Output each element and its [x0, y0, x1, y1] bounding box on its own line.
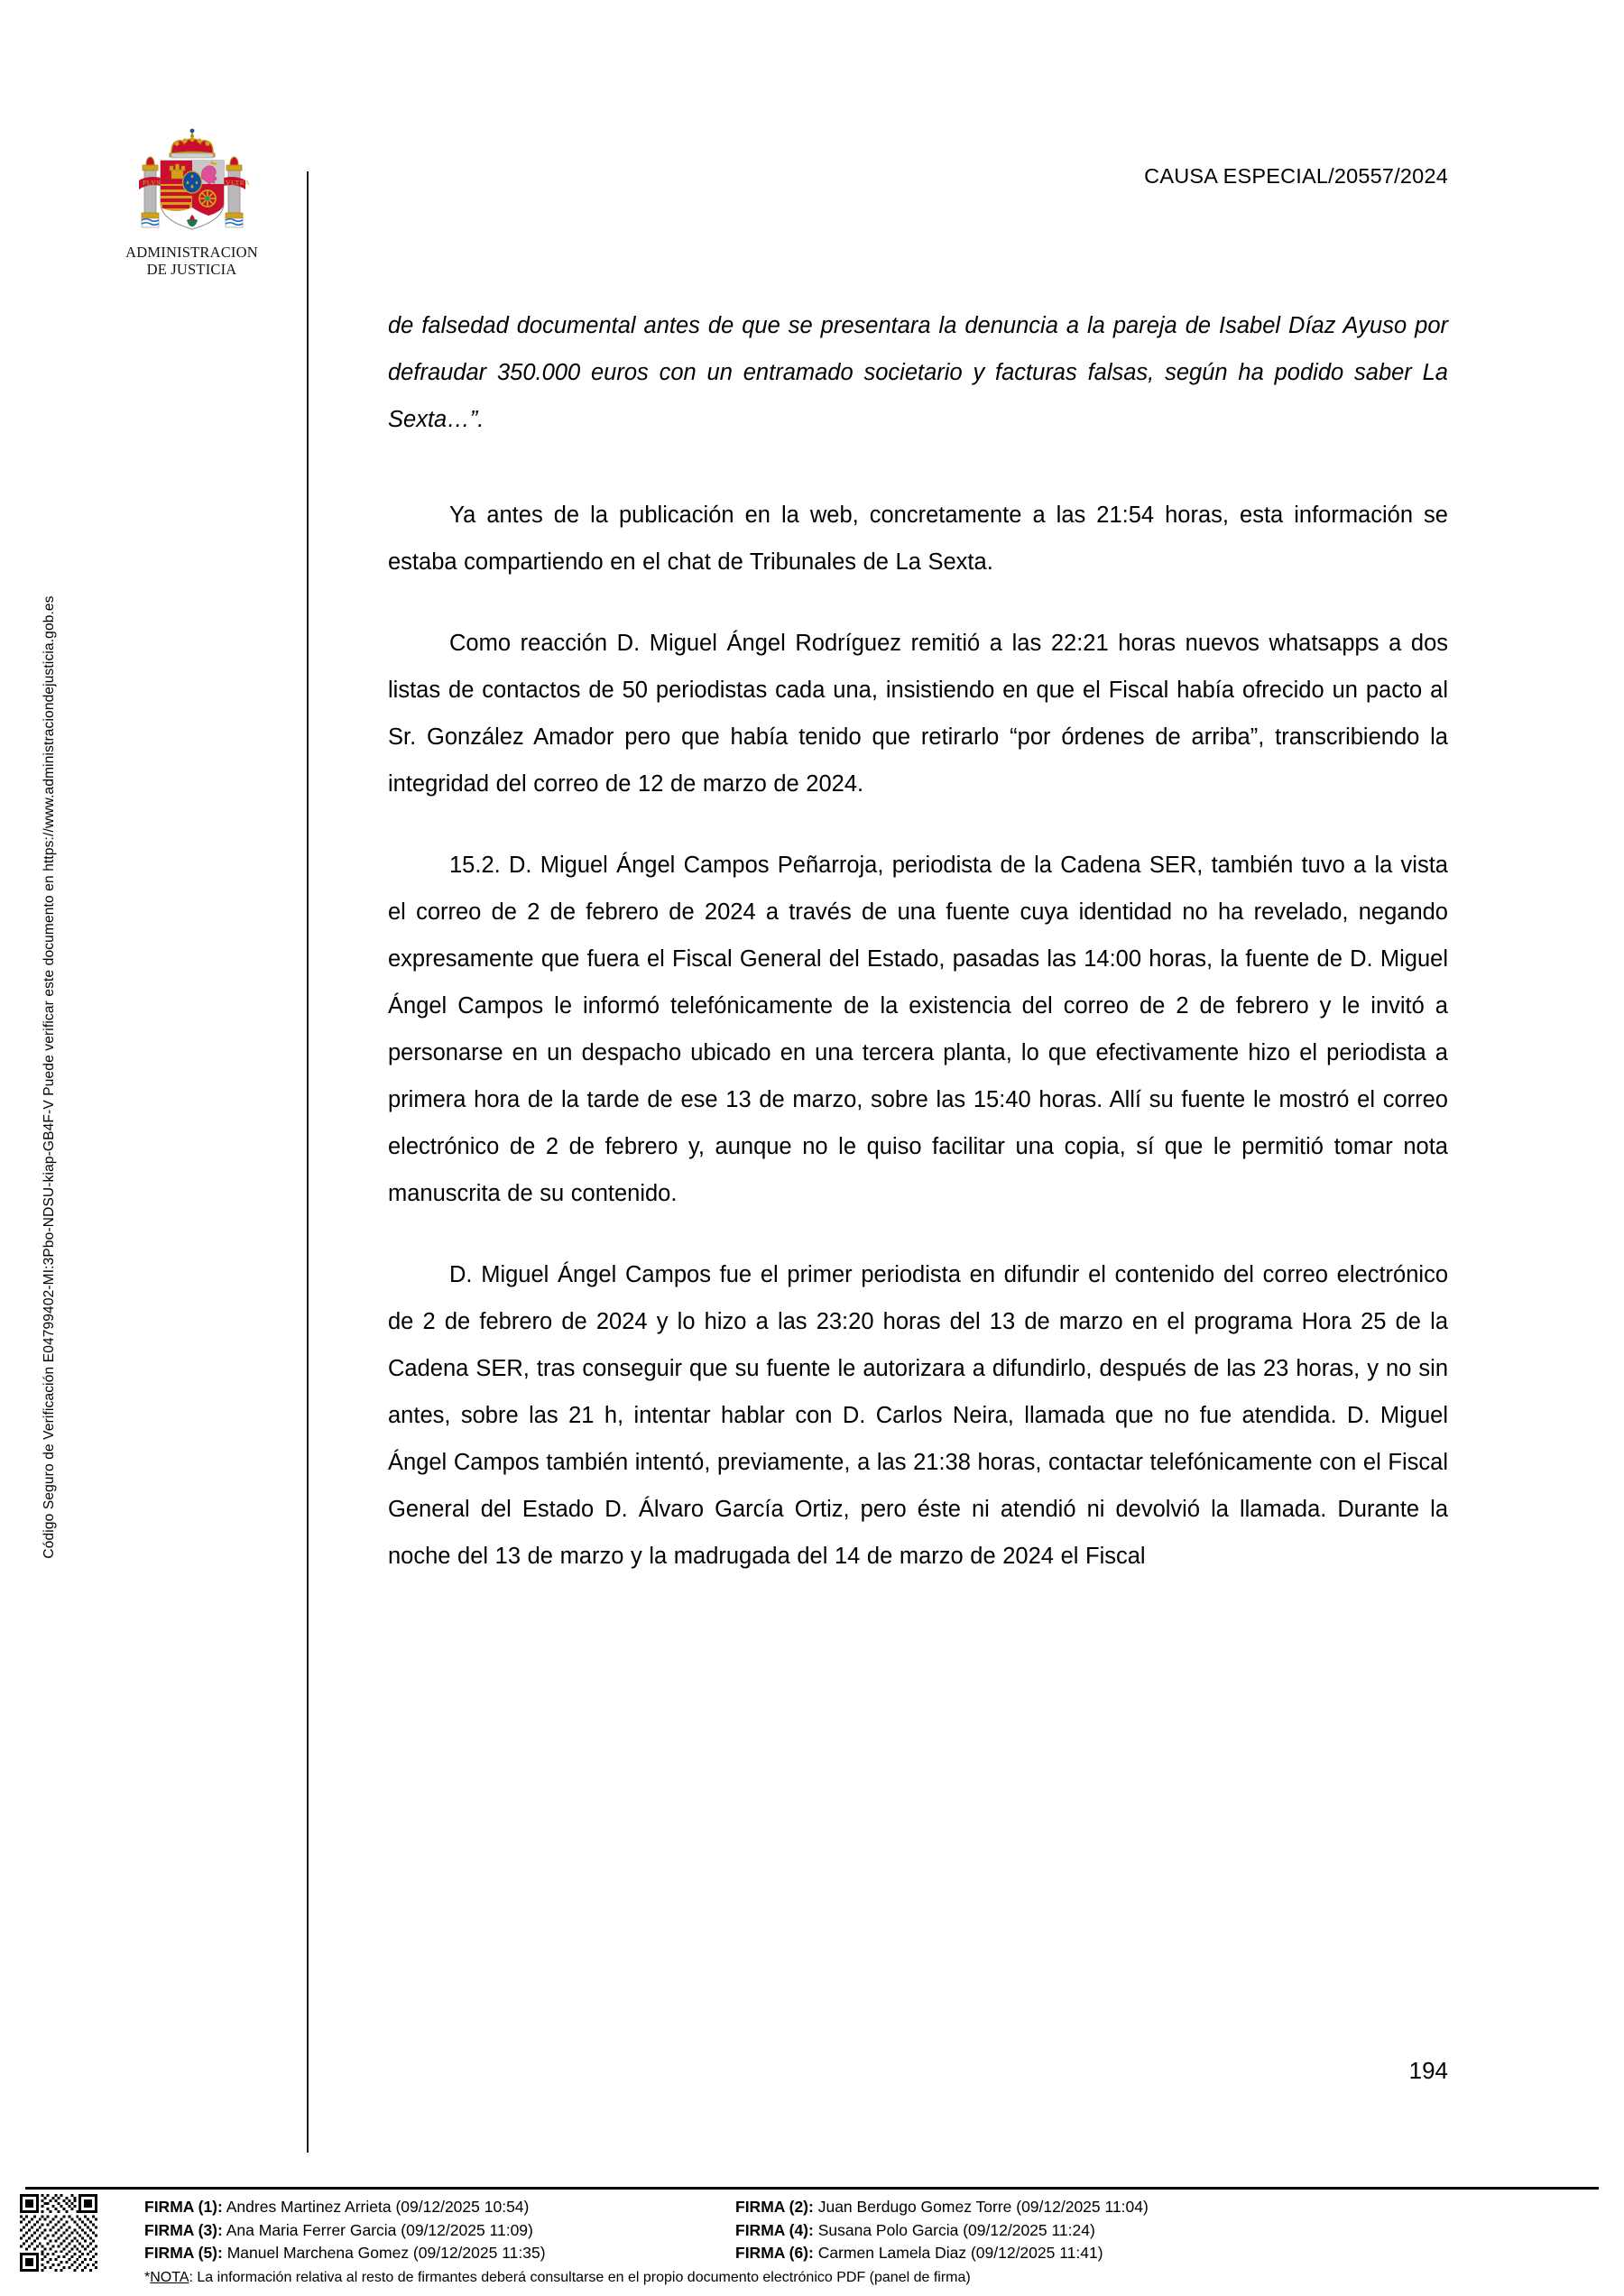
- page-number: 194: [1408, 2057, 1448, 2084]
- signature-value-3: Ana Maria Ferrer Garcia (09/12/2025 11:09): [226, 2220, 533, 2239]
- note-keyword: NOTA: [150, 2269, 189, 2285]
- case-reference-header: CAUSA ESPECIAL/20557/2024: [1144, 164, 1448, 188]
- footer-divider-rule: [25, 2187, 1599, 2190]
- emblem-caption: [95, 244, 289, 278]
- paragraph-campos-difusion: D. Miguel Ángel Campos fue el primer periodista en difundir el contenido del correo electrónico de 2 de febrero de 2024 y lo hizo a las 23:20 horas del 13 de marzo en el programa Hora 25 de la Cadena SER, tras conseguir que su fuente le autorizara a difundirlo, después de las 23 horas, y no sin antes, sobre las 21 h, intentar hablar con D. Carlos Neira, llamada que no fue atendida. D. Miguel Ángel Campos también intentó, previamente, a las 21:38 horas, contactar telefónicamente con el Fiscal General del Estado D. Álvaro García Ortiz, pero éste ni atendió ni devolvió la llamada. Durante la noche del 13 de marzo y la madrugada del 14 de marzo de 2024 el Fiscal: [388, 1262, 1448, 1569]
- signature-row-2: [735, 2196, 1606, 2219]
- signature-value-5: Manuel Marchena Gomez (09/12/2025 11:35): [226, 2244, 546, 2262]
- note-asterisk: *: [144, 2269, 151, 2285]
- signature-value-4: Susana Polo Garcia (09/12/2025 11:24): [817, 2220, 1095, 2239]
- signature-row-6: [735, 2242, 1606, 2265]
- emblem-caption-line1: ADMINISTRACION: [125, 244, 258, 261]
- verification-code-text: Código Seguro de Verificación E04799402-MI:3Pbo-NDSU-kiap-GB4F-V Puede verificar este documento en https://www.administraciondejusticia.gob.es: [42, 595, 57, 1559]
- signature-block: [144, 2196, 1606, 2287]
- margin-divider-rule: [307, 171, 309, 2153]
- signature-row-3: [144, 2219, 735, 2243]
- paragraph-15-2-campos: 15.2. D. Miguel Ángel Campos Peñarroja, periodista de la Cadena SER, también tuvo a la vista el correo de 2 de febrero de 2024 a través de una fuente cuya identidad no ha revelado, negando expresamente que fuera el Fiscal General del Estado, pasadas las 14:00 horas, la fuente de D. Miguel Ángel Campos le informó telefónicamente de la existencia del correo de 2 de febrero y le invitó a personarse en un despacho ubicado en una tercera planta, lo que efectivamente hizo el periodista a primera hora de la tarde de ese 13 de marzo, sobre las 15:40 horas. Allí su fuente le mostró el correo electrónico de 2 de febrero y, aunque no le quiso facilitar una copia, sí que le permitió tomar nota manuscrita de su contenido.: [388, 853, 1448, 1206]
- signature-row-1: [144, 2196, 735, 2219]
- signature-label-5: FIRMA (5):: [144, 2244, 223, 2262]
- svg-text:VLTRA: VLTRA: [225, 179, 250, 187]
- signature-value-1: Andres Martinez Arrieta (09/12/2025 10:54): [226, 2198, 530, 2216]
- signature-row-5: [144, 2242, 735, 2265]
- qr-code-icon: [20, 2194, 97, 2272]
- signature-note: [144, 2268, 1606, 2287]
- signature-row-4: [735, 2219, 1606, 2243]
- coat-of-arms-block: [95, 126, 289, 278]
- signature-value-6: Carmen Lamela Diaz (09/12/2025 11:41): [817, 2244, 1103, 2262]
- emblem-caption-line2: DE JUSTICIA: [146, 261, 237, 279]
- signature-value-2: Juan Berdugo Gomez Torre (09/12/2025 11:04): [817, 2198, 1149, 2216]
- spain-coat-of-arms-icon: [95, 126, 289, 242]
- signature-label-6: FIRMA (6):: [735, 2244, 814, 2262]
- paragraph-quote-continuation: de falsedad documental antes de que se presentara la denuncia a la pareja de Isabel Díaz Ayuso por defraudar 350.000 euros con un entramado societario y facturas falsas, según ha podido saber La Sexta…”.: [388, 313, 1448, 432]
- note-text: : La información relativa al resto de firmantes deberá consultarse en el propio documento electrónico PDF (panel de firma): [189, 2269, 971, 2285]
- paragraph-reaccion-rodriguez: Como reacción D. Miguel Ángel Rodríguez remitió a las 22:21 horas nuevos whatsapps a dos listas de contactos de 50 periodistas cada una, insistiendo en que el Fiscal había ofrecido un pacto al Sr. González Amador pero que había tenido que retirarlo “por órdenes de arriba”, transcribiendo la integridad del correo de 12 de marzo de 2024.: [388, 631, 1448, 797]
- signature-label-4: FIRMA (4):: [735, 2220, 814, 2239]
- signature-label-1: FIRMA (1):: [144, 2198, 223, 2216]
- signature-label-3: FIRMA (3):: [144, 2220, 223, 2239]
- document-body: [388, 302, 1448, 1580]
- svg-text:PLVS: PLVS: [142, 179, 161, 187]
- paragraph-publicacion-web: Ya antes de la publicación en la web, concretamente a las 21:54 horas, esta información se estaba compartiendo en el chat de Tribunales de La Sexta.: [388, 503, 1448, 575]
- signature-label-2: FIRMA (2):: [735, 2198, 814, 2216]
- verification-sidebar: [0, 0, 65, 2156]
